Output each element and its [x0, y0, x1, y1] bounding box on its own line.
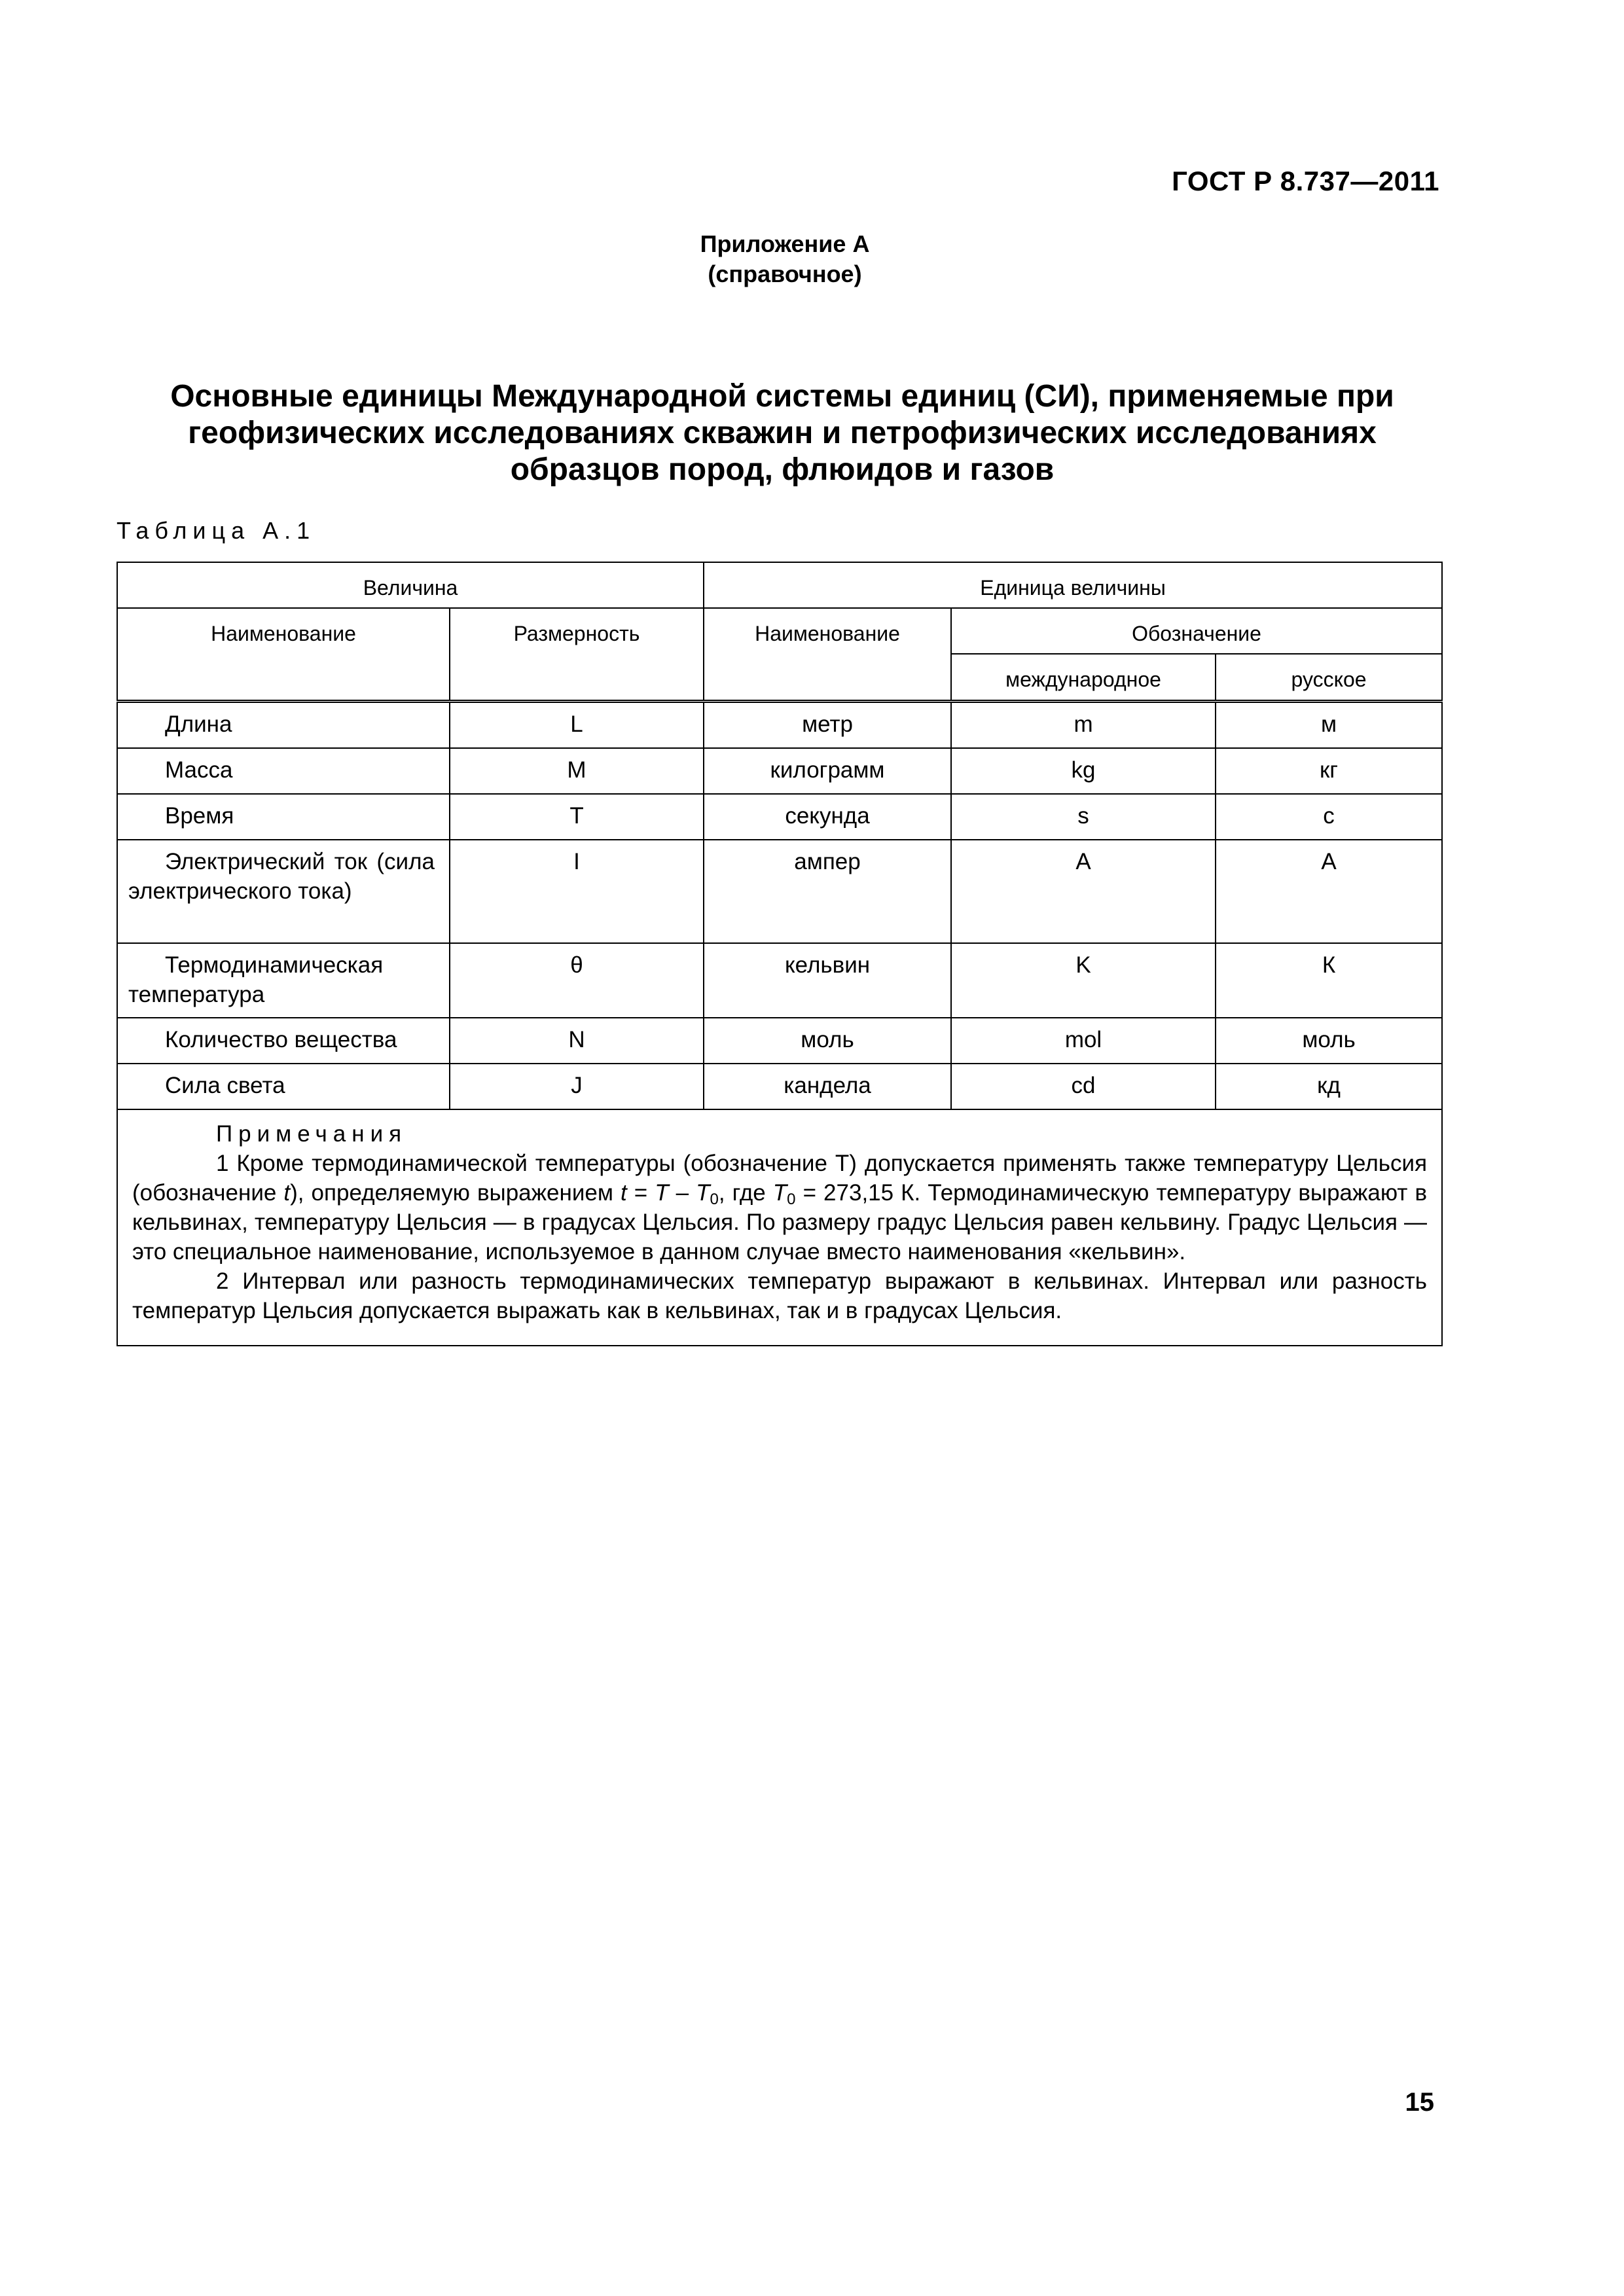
unit-name-cell: моль — [704, 1018, 951, 1064]
dimension-cell: θ — [450, 943, 704, 1018]
intl-symbol-cell: A — [951, 840, 1216, 943]
title-line-1: Основные единицы Международной системы единиц (СИ), применяемые при — [170, 379, 1394, 414]
rus-symbol-cell: А — [1216, 840, 1442, 943]
unit-name-cell: кандела — [704, 1064, 951, 1109]
table-row — [117, 840, 1442, 943]
dimension-cell: N — [450, 1018, 704, 1064]
intl-symbol-cell: K — [951, 943, 1216, 1018]
header-quantity-name: Наименование — [117, 608, 450, 701]
notes-row — [117, 1109, 1442, 1346]
header-quantity: Величина — [117, 562, 704, 608]
table-label: Таблица А.1 — [117, 517, 316, 544]
quantity-name-cell: Время — [117, 794, 450, 840]
si-units-table — [117, 562, 1443, 1346]
rus-symbol-cell: моль — [1216, 1018, 1442, 1064]
appendix-title — [118, 378, 1447, 488]
intl-symbol-cell: m — [951, 701, 1216, 748]
notes-heading: Примечания — [216, 1121, 408, 1147]
page-number: 15 — [1405, 2088, 1434, 2117]
quantity-name-cell: Сила света — [117, 1064, 450, 1109]
rus-symbol-cell: м — [1216, 701, 1442, 748]
note-1: 1 Кроме термодинамической температуры (обозначение T) допускается применять также температуру Цельсия (обозначение t), определяемую выражением $t = T - T_0$, где $T_0 = 273,15$ К. Термодинамическую температуру выражают в кельвинах, температуру Цельсия — в градусах Цельсия. По размеру градус Цельсия равен кельвину. Градус Цельсия — это специальное наименование, используемое в данном случае вместо наименования «кельвин». — [132, 1151, 1428, 1265]
dimension-cell: M — [450, 748, 704, 794]
unit-name-cell: кельвин — [704, 943, 951, 1018]
appendix-label: Приложение А — [700, 230, 870, 257]
appendix-heading — [0, 229, 1570, 289]
unit-name-cell: секунда — [704, 794, 951, 840]
dimension-cell: L — [450, 701, 704, 748]
dimension-cell: I — [450, 840, 704, 943]
header-symbol: Обозначение — [951, 608, 1442, 654]
appendix-status: (справочное) — [708, 260, 862, 287]
unit-name-cell: килограмм — [704, 748, 951, 794]
quantity-name-cell: Термодинамическая температура — [117, 943, 450, 1018]
header-symbol-international: международное — [951, 654, 1216, 701]
unit-name-cell: ампер — [704, 840, 951, 943]
dimension-cell: J — [450, 1064, 704, 1109]
table-row — [117, 943, 1442, 1018]
table-row — [117, 1064, 1442, 1109]
intl-symbol-cell: kg — [951, 748, 1216, 794]
intl-symbol-cell: s — [951, 794, 1216, 840]
header-symbol-russian: русское — [1216, 654, 1442, 701]
table-row — [117, 1018, 1442, 1064]
note-2: 2 Интервал или разность термодинамических температур выражают в кельвинах. Интервал или разность температур Цельсия допускается выражать как в кельвинах, так и в градусах Цельсия. — [132, 1268, 1428, 1323]
header-unit: Единица величины — [704, 562, 1442, 608]
rus-symbol-cell: кд — [1216, 1064, 1442, 1109]
intl-symbol-cell: cd — [951, 1064, 1216, 1109]
rus-symbol-cell: с — [1216, 794, 1442, 840]
table-notes — [117, 1109, 1442, 1346]
header-unit-name: Наименование — [704, 608, 951, 701]
dimension-cell: T — [450, 794, 704, 840]
header-dimension: Размерность — [450, 608, 704, 701]
intl-symbol-cell: mol — [951, 1018, 1216, 1064]
rus-symbol-cell: кг — [1216, 748, 1442, 794]
quantity-name-cell: Электрический ток (сила электрического тока) — [117, 840, 450, 943]
unit-name-cell: метр — [704, 701, 951, 748]
document-code: ГОСТ Р 8.737—2011 — [1172, 166, 1439, 196]
table-row — [117, 748, 1442, 794]
table-row — [117, 701, 1442, 748]
rus-symbol-cell: К — [1216, 943, 1442, 1018]
quantity-name-cell: Длина — [117, 701, 450, 748]
title-line-2: геофизических исследованиях скважин и петрофизических исследованиях — [188, 416, 1377, 450]
title-line-3: образцов пород, флюидов и газов — [510, 452, 1055, 487]
quantity-name-cell: Масса — [117, 748, 450, 794]
table-row — [117, 794, 1442, 840]
quantity-name-cell: Количество вещества — [117, 1018, 450, 1064]
